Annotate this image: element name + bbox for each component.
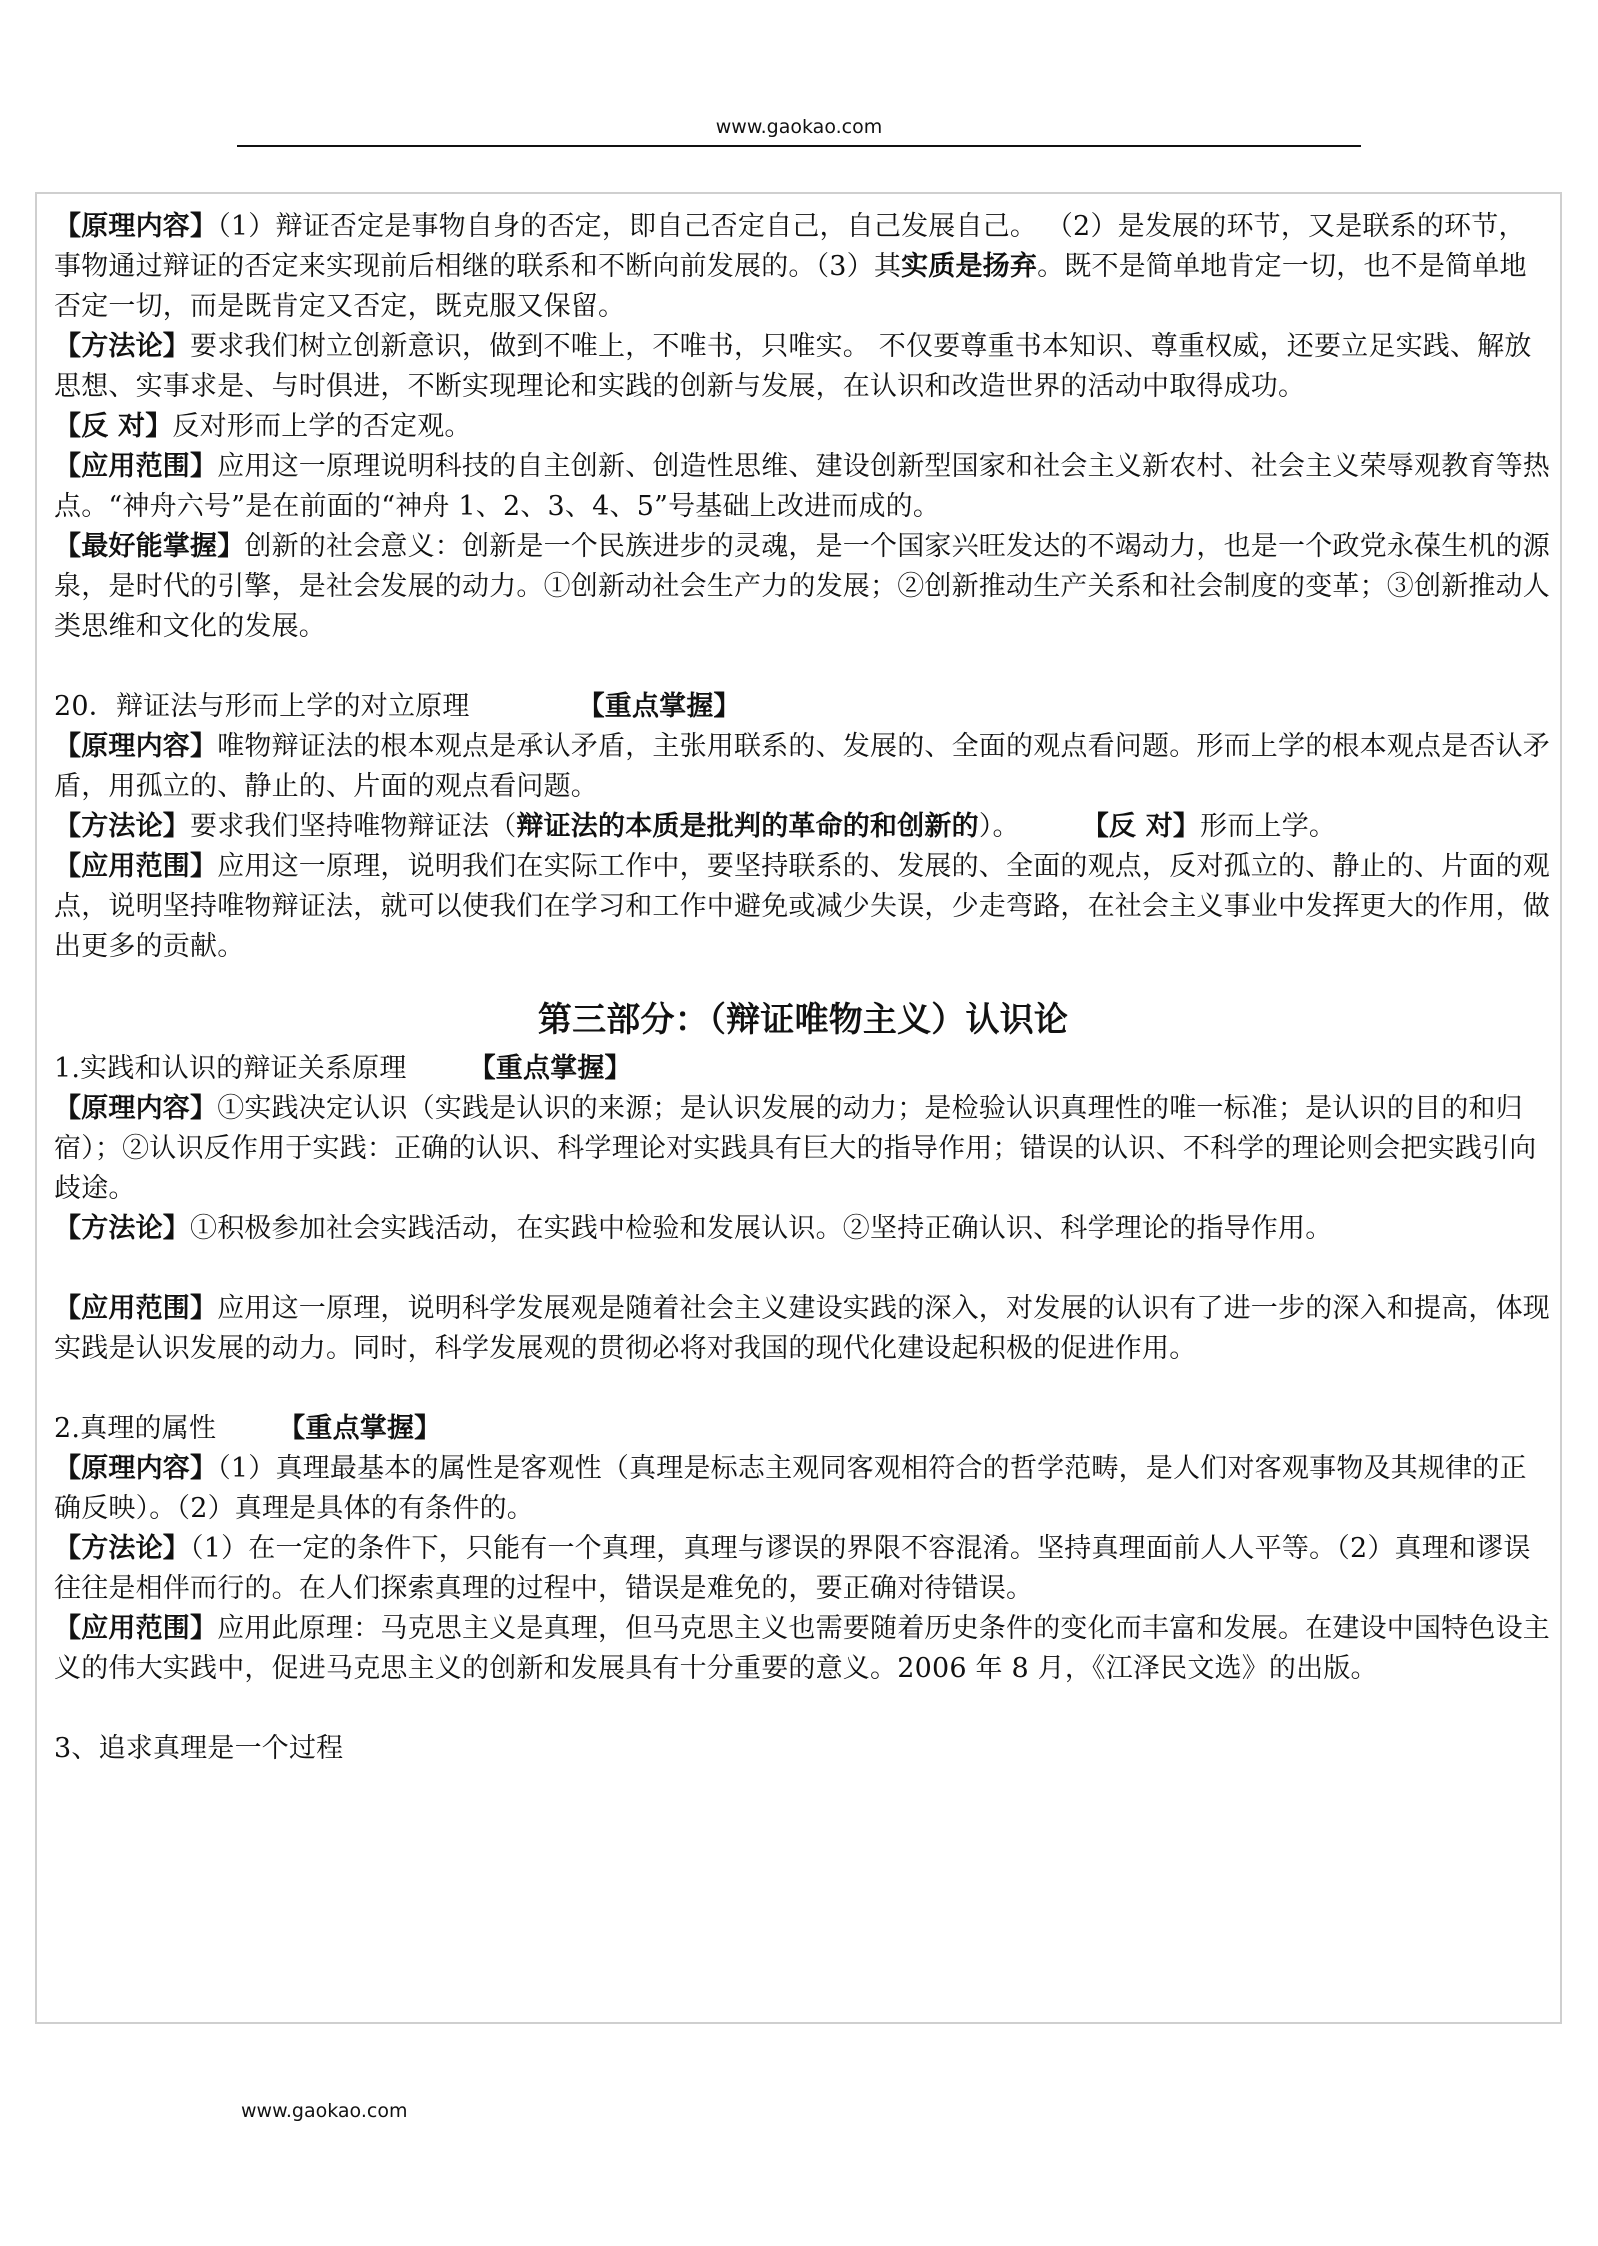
paragraph bbox=[54, 727, 1552, 807]
tag-label: 【方法论】 bbox=[54, 811, 190, 842]
bold-text: 辩证法的本质是批判的革命的和创新的 bbox=[516, 811, 979, 842]
text: 应用此原理：马克思主义是真理，但马克思主义也需要随着历史条件的变化而丰富和发展。在建设中国特色设主义的伟大实践中，促进马克思主义的创新和发展具有十分重要的意义。2006 年 8 月，《江泽民文选》的出版。 bbox=[54, 1613, 1551, 1684]
tag-label: 【应用范围】 bbox=[54, 851, 218, 882]
key-badge: 【重点掌握】 bbox=[278, 1413, 442, 1444]
item-heading bbox=[54, 1409, 1552, 1449]
text: ①积极参加社会实践活动，在实践中检验和发展认识。②坚持正确认识、科学理论的指导作用。 bbox=[190, 1213, 1333, 1244]
item-title: 20．辩证法与形而上学的对立原理 bbox=[54, 691, 470, 722]
tag-label: 【方法论】 bbox=[54, 1213, 190, 1244]
text: 应用这一原理说明科技的自主创新、创造性思维、建设创新型国家和社会主义新农村、社会主义荣辱观教育等热点。“神舟六号”是在前面的“神舟 1、2、3、4、5”号基础上改进而成的。 bbox=[54, 451, 1551, 522]
tag-label: 【应用范围】 bbox=[54, 1613, 218, 1644]
spacer bbox=[54, 647, 1552, 687]
tag-label: 【原理内容】 bbox=[54, 731, 218, 762]
text: 创新的社会意义：创新是一个民族进步的灵魂，是一个国家兴旺发达的不竭动力，也是一个政党永葆生机的源泉，是时代的引擎，是社会发展的动力。①创新动社会生产力的发展；②创新推动生产关系和社会制度的变革；③创新推动人类思维和文化的发展。 bbox=[54, 531, 1551, 642]
document-body bbox=[54, 207, 1552, 1769]
footer-url: www.gaokao.com bbox=[241, 2100, 408, 2122]
item-heading bbox=[54, 1729, 1552, 1769]
paragraph bbox=[54, 1449, 1552, 1529]
text: （1）辩证否定是事物自身的否定，即自己否定自己，自己发展自己。 （2）是发展的环节，又是联系的环节，事物通过辩证的否定来实现前后相继的联系和不断向前发展的。（3）其 bbox=[54, 211, 1526, 282]
text: （1）在一定的条件下，只能有一个真理，真理与谬误的界限不容混淆。坚持真理面前人人平等。（2）真理和谬误往往是相伴而行的。在人们探索真理的过程中，错误是难免的，要正确对待错误。 bbox=[54, 1533, 1531, 1604]
item-heading bbox=[54, 1049, 1552, 1089]
tag-label: 【原理内容】 bbox=[54, 1093, 218, 1124]
tag-label: 【反 对】 bbox=[54, 411, 173, 442]
header-rule bbox=[237, 145, 1361, 147]
spacer bbox=[54, 1249, 1552, 1289]
paragraph bbox=[54, 1289, 1552, 1369]
paragraph bbox=[54, 207, 1552, 327]
tag-label: 【原理内容】 bbox=[54, 1453, 218, 1484]
text: 应用这一原理，说明我们在实际工作中，要坚持联系的、发展的、全面的观点，反对孤立的、静止的、片面的观点，说明坚持唯物辩证法，就可以使我们在学习和工作中避免或减少失误，少走弯路，在社会主义事业中发挥更大的作用，做出更多的贡献。 bbox=[54, 851, 1551, 962]
paragraph bbox=[54, 1529, 1552, 1609]
paragraph bbox=[54, 1609, 1552, 1689]
text: ）。 bbox=[978, 811, 1020, 842]
spacer bbox=[54, 1369, 1552, 1409]
paragraph bbox=[54, 1089, 1552, 1209]
item-title: 3、追求真理是一个过程 bbox=[54, 1733, 344, 1764]
text: 反对形而上学的否定观。 bbox=[172, 411, 472, 442]
tag-label: 【原理内容】 bbox=[54, 211, 218, 242]
tag-label: 【应用范围】 bbox=[54, 451, 218, 482]
paragraph bbox=[54, 407, 1552, 447]
text: 形而上学。 bbox=[1200, 811, 1337, 842]
tag-label: 【方法论】 bbox=[54, 331, 190, 362]
spacer bbox=[54, 1689, 1552, 1729]
text: 要求我们树立创新意识，做到不唯上，不唯书，只唯实。 不仅要尊重书本知识、尊重权威，还要立足实践、解放思想、实事求是、与时俱进，不断实现理论和实践的创新与发展，在认识和改造世界的活动中取得成功。 bbox=[54, 331, 1532, 402]
item-title: 2.真理的属性 bbox=[54, 1413, 217, 1444]
text: （1）真理最基本的属性是客观性（真理是标志主观同客观相符合的哲学范畴，是人们对客观事物及其规律的正确反映）。（2）真理是具体的有条件的。 bbox=[54, 1453, 1527, 1524]
text: 。既不是简单地肯定一切，也不是简单地否定一切，而是既肯定又否定，既克服又保留。 bbox=[54, 251, 1527, 322]
bold-text: 实质是扬弃 bbox=[901, 251, 1038, 282]
paragraph bbox=[54, 1209, 1552, 1249]
paragraph bbox=[54, 807, 1552, 847]
item-title: 1.实践和认识的辩证关系原理 bbox=[54, 1053, 407, 1084]
paragraph bbox=[54, 847, 1552, 967]
tag-label: 【方法论】 bbox=[54, 1533, 190, 1564]
key-badge: 【重点掌握】 bbox=[577, 691, 741, 722]
header-url: www.gaokao.com bbox=[715, 116, 883, 138]
text: ①实践决定认识（实践是认识的来源；是认识发展的动力；是检验认识真理性的唯一标准；是认识的目的和归宿）；②认识反作用于实践：正确的认识、科学理论对实践具有巨大的指导作用；错误的认识、不科学的理论则会把实践引向歧途。 bbox=[54, 1093, 1537, 1204]
tag-label: 【应用范围】 bbox=[54, 1293, 218, 1324]
tag-label: 【反 对】 bbox=[1081, 811, 1201, 842]
key-badge: 【重点掌握】 bbox=[468, 1053, 632, 1084]
paragraph bbox=[54, 447, 1552, 527]
text: 唯物辩证法的根本观点是承认矛盾，主张用联系的、发展的、全面的观点看问题。形而上学的根本观点是否认矛盾，用孤立的、静止的、片面的观点看问题。 bbox=[54, 731, 1551, 802]
text: 要求我们坚持唯物辩证法（ bbox=[190, 811, 517, 842]
paragraph bbox=[54, 327, 1552, 407]
item-heading bbox=[54, 687, 1552, 727]
paragraph bbox=[54, 527, 1552, 647]
tag-label: 【最好能掌握】 bbox=[54, 531, 245, 562]
text: 应用这一原理，说明科学发展观是随着社会主义建设实践的深入，对发展的认识有了进一步的深入和提高，体现实践是认识发展的动力。同时，科学发展观的贯彻必将对我国的现代化建设起积极的促进作用。 bbox=[54, 1293, 1551, 1364]
section-title: 第三部分：（辩证唯物主义）认识论 bbox=[537, 1000, 1069, 1040]
